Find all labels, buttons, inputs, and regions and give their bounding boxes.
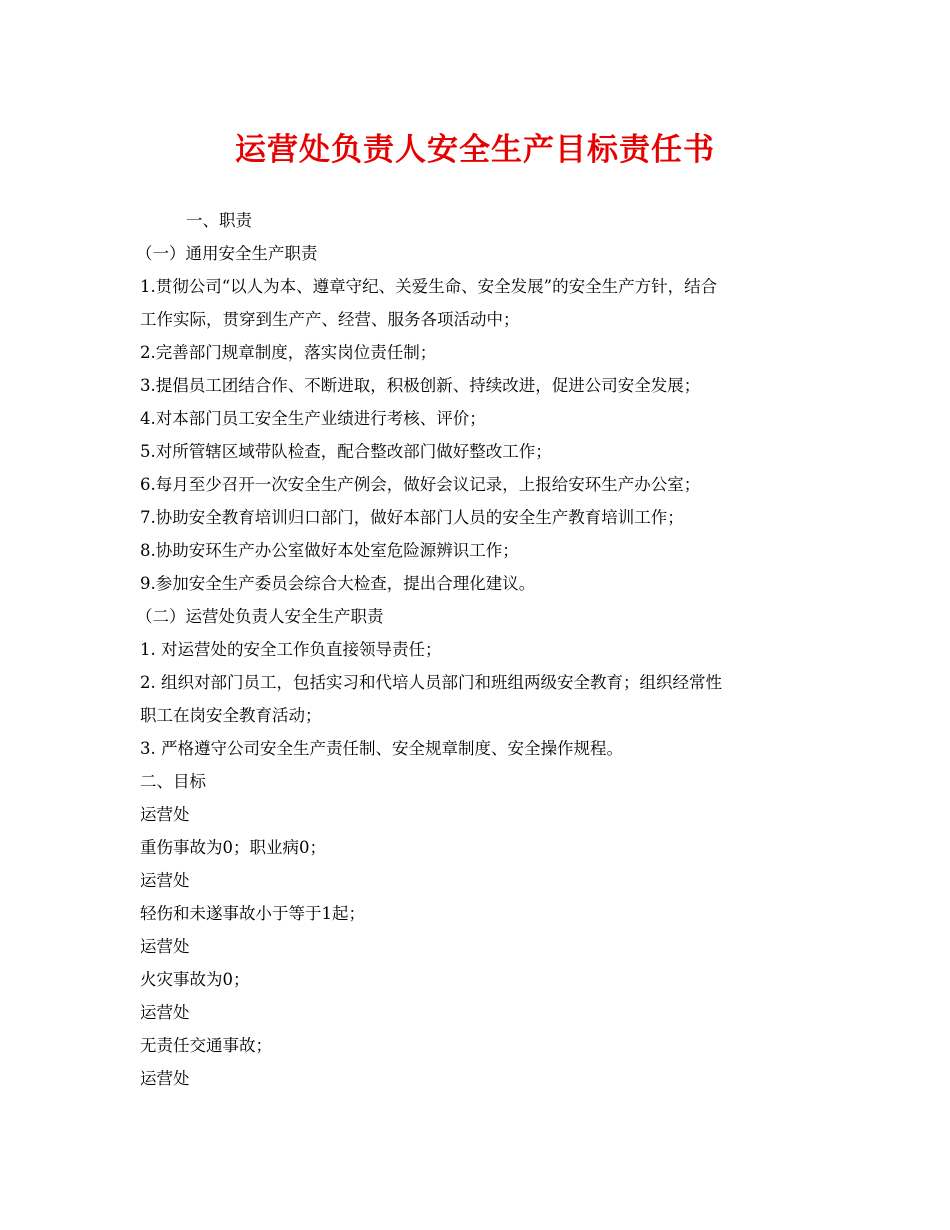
document-line: 9.参加安全生产委员会综合大检查，提出合理化建议。 [140, 574, 536, 593]
document-title: 运营处负责人安全生产目标责任书 [235, 132, 715, 168]
document-line: 1. 对运营处的安全工作负直接领导责任； [140, 640, 442, 659]
document-line: 职工在岗安全教育活动； [140, 706, 322, 725]
document-line: 火灾事故为0； [140, 970, 250, 989]
document-line: 1.贯彻公司“以人为本、遵章守纪、关爱生命、安全发展”的安全生产方针，结合 [140, 277, 718, 296]
document-line: 运营处 [140, 937, 190, 956]
document-line: 5.对所管辖区域带队检查，配合整改部门做好整改工作； [140, 442, 552, 461]
document-line: （二）运营处负责人安全生产职责 [136, 607, 384, 626]
document-line: 8.协助安环生产办公室做好本处室危险源辨识工作； [140, 541, 519, 560]
document-line: 轻伤和未遂事故小于等于1起； [140, 904, 365, 923]
document-line: 4.对本部门员工安全生产业绩进行考核、评价； [140, 409, 486, 428]
document-line: 运营处 [140, 805, 190, 824]
document-line: 运营处 [140, 1003, 190, 1022]
document-line: （一）通用安全生产职责 [136, 244, 318, 263]
document-line: 2. 组织对部门员工，包括实习和代培人员部门和班组两级安全教育；组织经常性 [140, 673, 722, 692]
document-line: 3.提倡员工团结合作、不断进取，积极创新、持续改进，促进公司安全发展； [140, 376, 701, 395]
document-line: 3. 严格遵守公司安全生产责任制、安全规章制度、安全操作规程。 [140, 739, 623, 758]
document-line: 一、职责 [186, 211, 252, 230]
document-line: 7.协助安全教育培训归口部门，做好本部门人员的安全生产教育培训工作； [140, 508, 684, 527]
document-body [136, 204, 820, 1095]
document-line: 二、目标 [140, 772, 206, 791]
document-line: 运营处 [140, 1069, 190, 1088]
document-line: 重伤事故为0；职业病0； [140, 838, 326, 857]
document-line: 2.完善部门规章制度，落实岗位责任制； [140, 343, 437, 362]
document-line: 工作实际，贯穿到生产产、经营、服务各项活动中； [140, 310, 520, 329]
document-line: 无责任交通事故； [140, 1036, 272, 1055]
document-line: 6.每月至少召开一次安全生产例会，做好会议记录，上报给安环生产办公室； [140, 475, 701, 494]
document-line: 运营处 [140, 871, 190, 890]
